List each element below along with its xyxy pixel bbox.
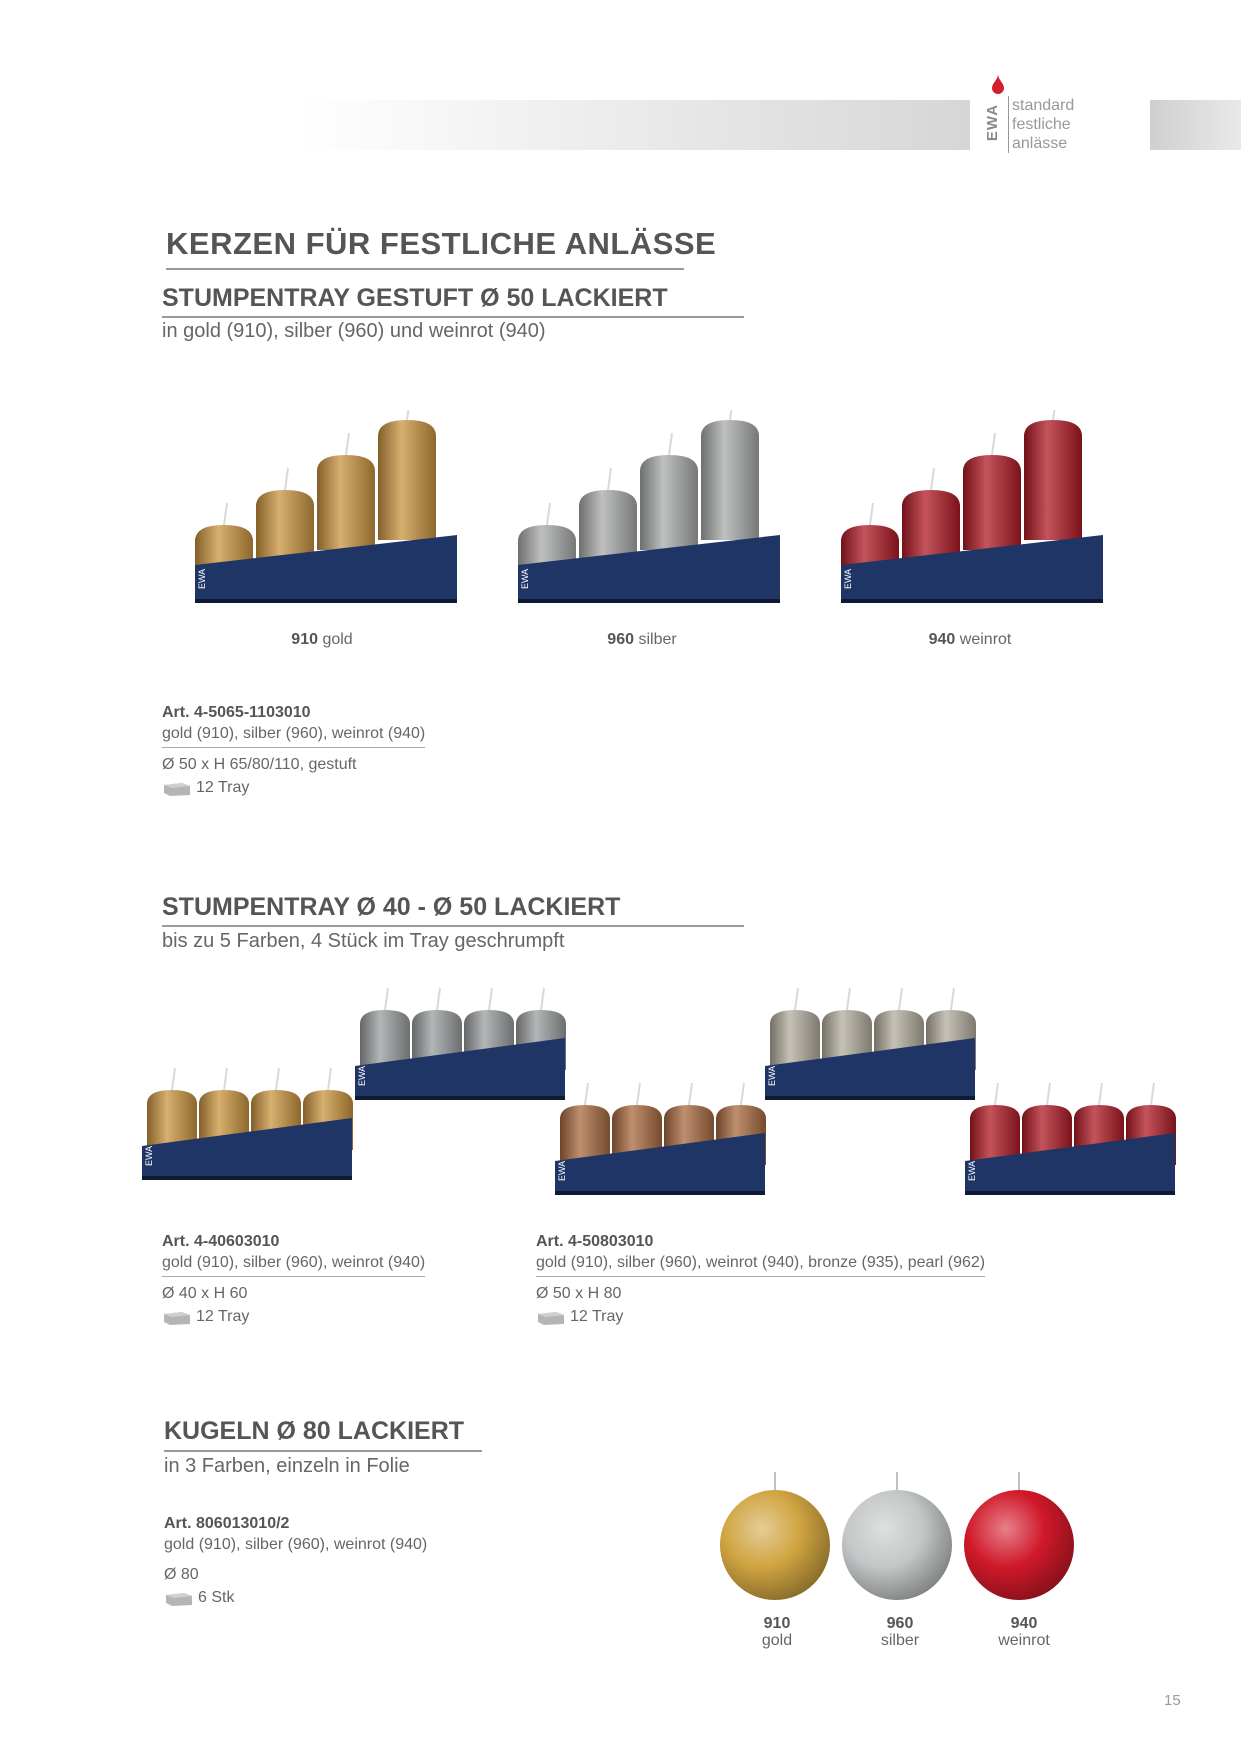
tray-logo: EWA	[144, 1145, 154, 1166]
ball-caption-gold: 910 gold	[761, 1615, 793, 1649]
tray-base	[355, 1096, 565, 1100]
wick	[992, 433, 995, 455]
article-dimensions: Ø 80	[164, 1566, 199, 1583]
section2-title: STUMPENTRAY Ø 40 - Ø 50 LACKIERT	[162, 893, 621, 921]
brand-tagline: standard festliche anlässe	[1008, 96, 1074, 153]
ball-candle-weinrot	[964, 1490, 1074, 1600]
candle	[640, 455, 698, 550]
article-pack: 12 Tray	[536, 1308, 985, 1326]
article-code: Art. 4-40603010	[162, 1233, 280, 1250]
flat-tray	[555, 1083, 766, 1195]
section3-subtitle: in 3 Farben, einzeln in Folie	[164, 1455, 410, 1477]
tray-logo: EWA	[767, 1065, 777, 1086]
section1-rule	[162, 316, 744, 318]
wick	[870, 503, 873, 525]
wick	[951, 988, 954, 1010]
wick	[385, 988, 388, 1010]
tray-pack-icon	[162, 1308, 192, 1326]
candle	[1024, 420, 1082, 540]
wick	[541, 988, 544, 1010]
flat-tray	[142, 1068, 353, 1180]
stepped-trays-images	[180, 410, 1120, 620]
wick	[172, 1068, 175, 1090]
tray-base	[555, 1191, 765, 1195]
ball-candle-gold	[720, 1490, 830, 1600]
flame-drop-icon	[992, 74, 1004, 94]
article-block-3	[536, 1233, 985, 1326]
wick	[689, 1083, 692, 1105]
wick	[585, 1083, 588, 1105]
flat-tray	[355, 988, 566, 1100]
flat-tray	[765, 988, 976, 1100]
wick	[346, 433, 349, 455]
article-code: Art. 4-5065-1103010	[162, 704, 311, 721]
tray-logo: EWA	[520, 568, 530, 589]
wick	[795, 988, 798, 1010]
tray-pack-icon	[164, 1589, 194, 1607]
candle	[902, 490, 960, 560]
wick	[741, 1083, 744, 1105]
article-code: Art. 4-50803010	[536, 1233, 654, 1250]
ball-caption-weinrot: 940 weinrot	[998, 1615, 1050, 1649]
section2-rule	[162, 925, 744, 927]
wick	[847, 988, 850, 1010]
wick	[437, 988, 440, 1010]
wick	[224, 503, 227, 525]
wick	[730, 410, 733, 420]
tray-logo: EWA	[197, 568, 207, 589]
brand-logo: EWA	[984, 103, 1002, 142]
candle	[378, 420, 436, 540]
wick	[1047, 1083, 1050, 1105]
article-colors: gold (910), silber (960), weinrot (940)	[162, 725, 425, 748]
candle	[256, 490, 314, 560]
stepped-tray-silber	[518, 410, 780, 603]
tray-pack-icon	[536, 1308, 566, 1326]
candle	[963, 455, 1021, 550]
wick	[276, 1068, 279, 1090]
wick	[637, 1083, 640, 1105]
candle	[701, 420, 759, 540]
tray-base	[518, 599, 780, 603]
wick	[547, 503, 550, 525]
tray-logo: EWA	[843, 568, 853, 589]
wick	[407, 410, 410, 420]
article-block-1	[162, 704, 425, 797]
tray-logo: EWA	[557, 1160, 567, 1181]
article-code: Art. 806013010/2	[164, 1515, 290, 1532]
tray-logo: EWA	[357, 1065, 367, 1086]
header-gradient-tab	[1150, 100, 1241, 150]
wick	[1151, 1083, 1154, 1105]
tray-base	[965, 1191, 1175, 1195]
wick	[608, 468, 611, 490]
header-gradient-bar	[300, 100, 970, 150]
wick	[995, 1083, 998, 1105]
tray-base	[841, 599, 1103, 603]
page-number: 15	[1164, 1692, 1181, 1709]
article-colors: gold (910), silber (960), weinrot (940)	[164, 1536, 428, 1553]
article-colors: gold (910), silber (960), weinrot (940), bronze (935), pearl (962)	[536, 1254, 985, 1277]
candle	[317, 455, 375, 550]
wick	[328, 1068, 331, 1090]
tray-base	[195, 599, 457, 603]
article-dimensions: Ø 50 x H 80	[536, 1285, 622, 1302]
product-caption-gold: 910 gold	[291, 631, 353, 648]
ball-candle-silber	[842, 1490, 952, 1600]
wick	[1053, 410, 1056, 420]
tray-logo: EWA	[967, 1160, 977, 1181]
stepped-tray-weinrot	[841, 410, 1103, 603]
wick	[669, 433, 672, 455]
ball-candles-images	[715, 1465, 1095, 1605]
section3-title: KUGELN Ø 80 LACKIERT	[164, 1417, 465, 1445]
wick	[285, 468, 288, 490]
wick	[899, 988, 902, 1010]
wick	[931, 468, 934, 490]
product-caption-weinrot: 940 weinrot	[928, 631, 1012, 648]
section1-subtitle: in gold (910), silber (960) und weinrot (940)	[162, 320, 546, 342]
candle	[579, 490, 637, 560]
title-rule	[166, 268, 684, 270]
tray-base	[765, 1096, 975, 1100]
article-pack: 6 Stk	[164, 1589, 427, 1607]
article-pack: 12 Tray	[162, 779, 425, 797]
section3-rule	[164, 1450, 482, 1452]
tray-pack-icon	[162, 779, 192, 797]
article-colors: gold (910), silber (960), weinrot (940)	[162, 1254, 425, 1277]
wick	[224, 1068, 227, 1090]
ball-caption-silber: 960 silber	[880, 1615, 920, 1649]
article-pack: 12 Tray	[162, 1308, 425, 1326]
article-dimensions: Ø 40 x H 60	[162, 1285, 248, 1302]
article-dimensions: Ø 50 x H 65/80/110, gestuft	[162, 756, 357, 773]
tray-base	[142, 1176, 352, 1180]
stepped-tray-gold	[195, 410, 457, 603]
wick	[1099, 1083, 1102, 1105]
flat-tray	[965, 1083, 1176, 1195]
article-block-2	[162, 1233, 425, 1326]
section1-title: STUMPENTRAY GESTUFT Ø 50 LACKIERT	[162, 284, 668, 312]
page-title: KERZEN FÜR FESTLICHE ANLÄSSE	[166, 226, 717, 261]
wick	[489, 988, 492, 1010]
article-block-4	[164, 1515, 427, 1607]
section2-subtitle: bis zu 5 Farben, 4 Stück im Tray geschrumpft	[162, 930, 565, 952]
product-caption-silber: 960 silber	[607, 631, 677, 648]
flat-trays-images	[130, 980, 1190, 1200]
